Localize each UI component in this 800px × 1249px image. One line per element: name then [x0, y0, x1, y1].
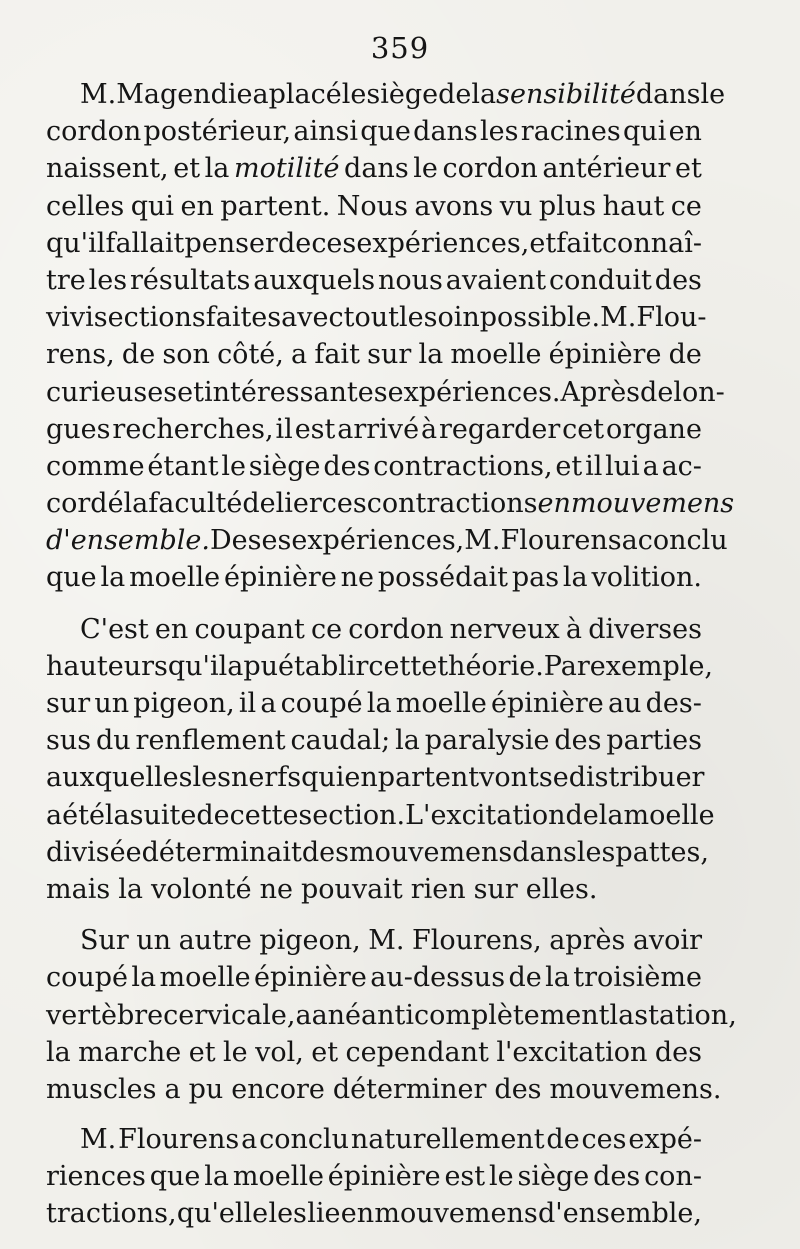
word: l'excitation [496, 1036, 648, 1068]
word: cordon [442, 153, 538, 185]
word: ne [259, 873, 293, 905]
word: de [668, 339, 702, 371]
word: soin [423, 302, 480, 334]
word: lon- [673, 376, 725, 408]
word: que [46, 562, 97, 594]
word: moelle [623, 799, 715, 831]
word: celles [46, 190, 125, 222]
word: volition. [591, 562, 702, 594]
word: naturellement [350, 1124, 545, 1156]
word: étant [147, 450, 219, 482]
word: et [529, 227, 557, 259]
word: qu'elle [176, 1198, 269, 1230]
word: moelle [450, 339, 542, 371]
word: la [104, 799, 130, 831]
word: déterminait [141, 836, 302, 868]
word: cette [368, 650, 438, 682]
word: cette [229, 799, 299, 831]
paragraph [46, 76, 735, 597]
word: faculté [148, 488, 243, 520]
word: des [654, 1036, 702, 1068]
word: cordé [46, 488, 124, 520]
word: les [576, 836, 616, 868]
word: est [294, 413, 336, 445]
word: possédait [377, 562, 508, 594]
word: connaî- [601, 227, 702, 259]
word: station, [634, 999, 737, 1031]
word: Flourens [500, 525, 622, 557]
word: est [444, 1161, 486, 1193]
italic-word: sensibilité [496, 79, 636, 110]
word: le [489, 1161, 514, 1193]
word: conclu [637, 525, 728, 557]
word: tout [343, 302, 399, 334]
word: ac- [661, 450, 702, 482]
word: tractions, [46, 1198, 177, 1230]
word: des [554, 725, 602, 757]
word: des [301, 836, 349, 868]
word: sur [46, 688, 91, 719]
word: expériences. [387, 376, 561, 408]
word: Après [560, 376, 641, 408]
word: anéanti [311, 999, 414, 1031]
word: en [668, 116, 702, 148]
word: coupant [194, 613, 305, 645]
word: des [654, 264, 702, 296]
word: ne [340, 562, 375, 594]
word: complètement [414, 999, 610, 1031]
word: pu [188, 1073, 224, 1105]
word: distribuer [568, 762, 705, 794]
word: déterminer [332, 1073, 487, 1105]
word: la [609, 999, 635, 1031]
word: dans [413, 116, 478, 148]
word: les [480, 116, 519, 148]
word: organe [606, 413, 702, 445]
word: épinière [490, 688, 604, 719]
word: sur [367, 339, 412, 371]
text-line [46, 299, 707, 336]
word: ce [311, 613, 343, 645]
word: la [471, 79, 497, 110]
word: M. [80, 1124, 117, 1156]
word: comme [46, 450, 145, 482]
word: un [136, 925, 172, 957]
word: dans [635, 79, 701, 110]
text-line [46, 834, 709, 871]
word: contractions, [373, 450, 553, 482]
word: cet [562, 413, 605, 445]
text-line [46, 262, 702, 299]
word: M. [600, 302, 637, 334]
word: pigeon, [259, 925, 361, 957]
word: possible. [479, 302, 601, 334]
text-line [46, 922, 702, 959]
word: et [675, 153, 702, 185]
text-line [46, 559, 702, 596]
word: a [642, 450, 659, 482]
word: de [438, 79, 472, 110]
word: lie [307, 1198, 341, 1230]
body-text [46, 76, 737, 1233]
text-line [46, 1158, 702, 1195]
word: la [118, 873, 143, 905]
word: contractions [366, 488, 538, 520]
word: Par [543, 650, 590, 682]
paragraph [46, 611, 715, 909]
text-line [46, 722, 702, 759]
word: lui [605, 450, 640, 482]
word: siège [366, 79, 439, 110]
word: ainsi [293, 116, 358, 148]
word: diverses [588, 613, 702, 645]
word: racines [520, 116, 621, 148]
word: moelle [159, 962, 251, 994]
word: été [62, 799, 105, 831]
word: mouvemens [374, 1198, 538, 1230]
word: et [555, 450, 583, 482]
text-line [46, 685, 702, 722]
word: des- [645, 688, 702, 719]
text-line [46, 1034, 702, 1071]
word: épinière [548, 339, 662, 371]
word: un [94, 688, 130, 719]
word: qui [130, 190, 175, 222]
word: cervicale, [163, 999, 296, 1031]
word: avaient [445, 264, 547, 296]
word: théorie. [437, 650, 544, 682]
word: le [221, 450, 246, 482]
text-line [46, 1195, 702, 1232]
word: ce [670, 190, 702, 222]
word: M. [464, 525, 501, 557]
word: encore [231, 1073, 325, 1105]
text-line [46, 759, 705, 796]
word: fait [556, 227, 602, 259]
word: hauteurs [46, 650, 168, 682]
word: moelle [232, 1161, 324, 1193]
word: vertèbre [46, 999, 164, 1031]
word: pouvait [300, 873, 403, 905]
word: à [565, 613, 583, 645]
word: rien [410, 873, 466, 905]
word: a [295, 999, 312, 1031]
word: coupé [46, 962, 129, 994]
word: épinière [224, 562, 337, 594]
word: a [291, 339, 308, 371]
word: Nous [336, 190, 408, 222]
word: il [585, 450, 603, 482]
word: a [46, 799, 63, 831]
word: et [311, 1036, 339, 1068]
word: nous [378, 264, 443, 296]
word: de [121, 339, 156, 371]
word: marche [78, 1036, 182, 1068]
word: avons [414, 190, 494, 222]
word: postérieur, [143, 116, 292, 148]
text-line [46, 1071, 722, 1108]
word: de [640, 376, 674, 408]
word: caudal; [290, 725, 391, 757]
word: après [549, 925, 626, 957]
word: des [323, 450, 371, 482]
word: du [95, 725, 131, 757]
word: mais [46, 873, 111, 905]
word: son [162, 339, 210, 371]
word: a [227, 650, 244, 682]
word: le [223, 1036, 248, 1068]
italic-word: d'ensemble. [46, 525, 210, 557]
word: vont [479, 762, 539, 794]
word: résultats [129, 264, 251, 296]
word: et [173, 153, 201, 185]
word: partent [377, 762, 480, 794]
word: de [508, 962, 542, 994]
word: coupé [280, 688, 363, 719]
word: expériences, [291, 525, 465, 557]
word: la [131, 962, 157, 994]
word: épinière [254, 962, 367, 994]
word: la [100, 562, 126, 594]
word: ces [321, 488, 367, 520]
word: les [268, 1198, 307, 1230]
word: L'excitation [405, 799, 566, 831]
text-line [46, 113, 702, 150]
word: pigeon, [133, 688, 235, 719]
word: siège [517, 1161, 590, 1193]
word: dans [344, 153, 409, 185]
word: de [546, 1124, 580, 1156]
word: De [210, 525, 248, 557]
word: a [241, 1124, 258, 1156]
word: placé [268, 79, 342, 110]
word: au [607, 688, 642, 719]
word: muscles [46, 1073, 157, 1105]
word: la [204, 153, 230, 185]
word: épinière [327, 1161, 441, 1193]
word: exemple, [589, 650, 714, 682]
word: que [149, 1161, 201, 1193]
word: regarder [438, 413, 561, 445]
word: expé- [628, 1124, 702, 1156]
text-line [46, 411, 702, 448]
word: et [188, 1036, 216, 1068]
word: pas [511, 562, 560, 594]
word: qu'il [167, 650, 228, 682]
word: la [418, 339, 444, 371]
text-line [46, 997, 737, 1034]
word: la [562, 562, 588, 594]
word: ces [581, 1124, 627, 1156]
word: plus [538, 190, 597, 222]
word: parties [606, 725, 702, 757]
word: le [700, 79, 726, 110]
word: les [88, 264, 128, 296]
word: en [154, 613, 189, 645]
text-line [46, 797, 715, 834]
word: vivisections [46, 302, 206, 334]
word: divisée [46, 836, 142, 868]
word: fallait [105, 227, 185, 259]
word: à [420, 413, 438, 445]
word: vol, [255, 1036, 304, 1068]
word: recherches, [112, 413, 274, 445]
word: mouvemens [348, 836, 513, 868]
word: moelle [129, 562, 221, 594]
word: la [545, 962, 570, 994]
text-line [46, 188, 702, 225]
word: côté, [217, 339, 284, 371]
paragraph [46, 1121, 702, 1233]
word: la [123, 488, 149, 520]
word: sur [473, 873, 518, 905]
word: pu [243, 650, 279, 682]
word: il [238, 688, 257, 719]
word: curieuses [46, 376, 178, 408]
italic-word: mouvemens [570, 488, 735, 520]
word: ses [247, 525, 292, 557]
word: Flourens [118, 1124, 240, 1156]
word: a [252, 79, 269, 110]
page-number: 359 [370, 31, 430, 65]
word: intéressantes [203, 376, 388, 408]
word: con- [644, 1161, 702, 1193]
word: auxquelles [46, 762, 193, 794]
word: a [164, 1073, 181, 1105]
word: Flourens, [411, 925, 542, 957]
word: avoir [632, 925, 702, 957]
word: dans [512, 836, 577, 868]
word: au-dessus [370, 962, 506, 994]
text-line [46, 611, 702, 648]
word: volonté [150, 873, 252, 905]
word: sus [46, 725, 92, 757]
word: moelle [395, 688, 487, 719]
word: partent. [220, 190, 331, 222]
word: se [538, 762, 569, 794]
word: d'ensemble, [537, 1198, 702, 1230]
word: vu [499, 190, 533, 222]
word: M. [368, 925, 405, 957]
word: de [565, 799, 599, 831]
text-line [46, 225, 702, 262]
paragraph [46, 922, 737, 1108]
word: de [277, 227, 312, 259]
word: haut [602, 190, 665, 222]
text-line [46, 336, 702, 373]
word: autre [178, 925, 252, 957]
word: suite [129, 799, 197, 831]
text-line [46, 648, 714, 685]
word: arrivé [337, 413, 420, 445]
text-line [46, 485, 735, 522]
word: riences [46, 1161, 146, 1193]
word: C'est [80, 613, 149, 645]
word: la [395, 725, 420, 757]
word: cependant [345, 1036, 489, 1068]
word: avec [281, 302, 344, 334]
word: en [344, 762, 378, 794]
text-line [46, 871, 702, 908]
word: établir [278, 650, 369, 682]
word: des [494, 1073, 542, 1105]
word: siège [248, 450, 321, 482]
word: le [398, 302, 424, 334]
word: a [260, 688, 277, 719]
word: a [621, 525, 638, 557]
word: les [192, 762, 231, 794]
text-line [46, 522, 728, 559]
word: tre [46, 264, 86, 296]
word: fait [314, 339, 360, 371]
word: pattes, [615, 836, 709, 868]
word: ces [311, 227, 357, 259]
word: elles. [525, 873, 598, 905]
word: de [196, 799, 230, 831]
word: faites [205, 302, 282, 334]
word: qui [623, 116, 667, 148]
word: qu'il [46, 227, 106, 259]
text-line [46, 76, 726, 113]
word: renflement [135, 725, 286, 757]
word: paralysie [424, 725, 550, 757]
word: la [366, 688, 392, 719]
word: que [360, 116, 411, 148]
word: troisième [573, 962, 702, 994]
word: il [275, 413, 293, 445]
word: Sur [80, 925, 129, 957]
word: Flou- [636, 302, 707, 334]
italic-word: motilité [234, 153, 340, 185]
word: le [413, 153, 438, 185]
word: M.Magendie [80, 79, 253, 110]
word: gues [46, 413, 111, 445]
word: nerfs [230, 762, 302, 794]
italic-word: en [537, 488, 571, 520]
word: en [340, 1198, 375, 1230]
word: des [593, 1161, 641, 1193]
word: de [242, 488, 276, 520]
text-line [46, 448, 702, 485]
word: antérieur [542, 153, 671, 185]
word: et [177, 376, 204, 408]
word: lier [275, 488, 322, 520]
word: la [598, 799, 624, 831]
text-line [46, 150, 702, 187]
text-line [46, 959, 702, 996]
word: penser [184, 227, 278, 259]
word: auxquels [253, 264, 376, 296]
word: la [46, 1036, 71, 1068]
word: nerveux [449, 613, 560, 645]
word: naissent, [46, 153, 169, 185]
word: qui [301, 762, 345, 794]
text-line [46, 374, 725, 411]
word: cordon [46, 116, 142, 148]
text-line [46, 1121, 702, 1158]
word: conclu [259, 1124, 349, 1156]
word: expériences, [356, 227, 530, 259]
word: la [204, 1161, 229, 1193]
word: rens, [46, 339, 115, 371]
word: mouvemens. [549, 1073, 722, 1105]
word: le [341, 79, 367, 110]
word: section. [298, 799, 406, 831]
word: en [180, 190, 214, 222]
word: cordon [348, 613, 444, 645]
word: conduit [548, 264, 652, 296]
